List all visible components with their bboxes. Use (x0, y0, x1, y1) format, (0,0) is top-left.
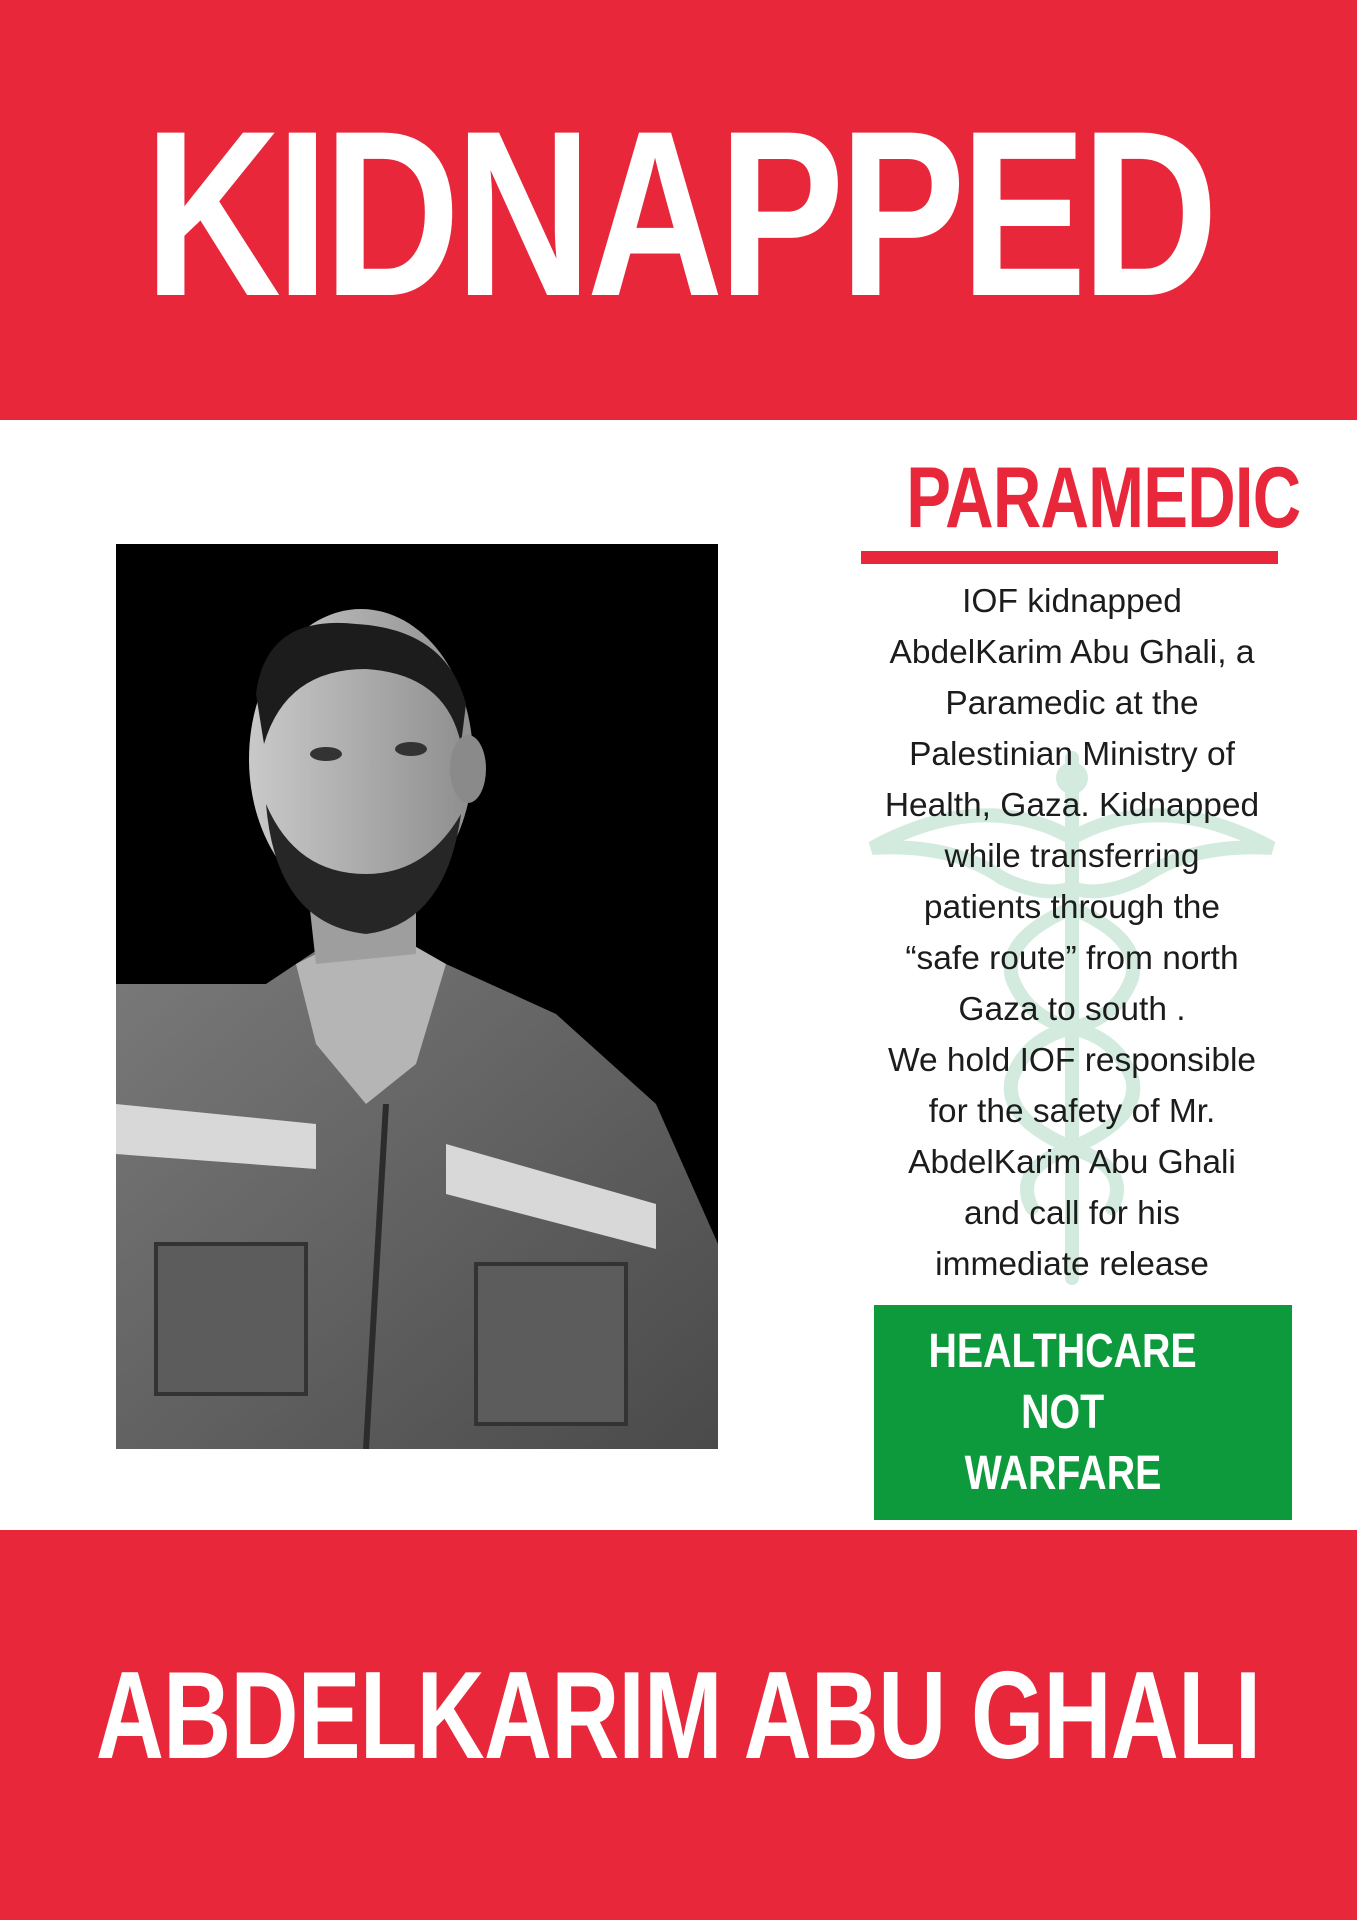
statement-text (846, 576, 1298, 1290)
statement-line: Health, Gaza. Kidnapped (884, 787, 1260, 824)
role-title: PARAMEDIC (906, 450, 1301, 546)
slogan-line-1: HEALTHCARE (928, 1325, 1198, 1378)
statement-line: while transferring (944, 838, 1200, 875)
statement-line: immediate release (935, 1246, 1209, 1283)
slogan-line-2: NOT (1021, 1386, 1105, 1439)
statement-line: We hold IOF responsible (887, 1042, 1257, 1079)
header-band (0, 0, 1357, 420)
statement-line: and call for his (964, 1195, 1180, 1232)
statement-line: IOF kidnapped (962, 583, 1182, 620)
slogan-line-3: WARFARE (964, 1447, 1162, 1500)
statement-line: Paramedic at the (945, 685, 1199, 722)
person-name: ABDELKARIM ABU GHALI (96, 1647, 1261, 1785)
statement-line: Palestinian Ministry of (909, 736, 1235, 773)
headline: KIDNAPPED (144, 82, 1213, 346)
statement-line: “safe route” from north (905, 940, 1239, 977)
statement-line: patients through the (923, 889, 1221, 926)
footer-band (0, 1530, 1357, 1920)
statement-line: Gaza to south . (958, 991, 1186, 1028)
slogan-badge (874, 1305, 1292, 1520)
statement-line: AbdelKarim Abu Ghali (908, 1144, 1236, 1181)
role-divider (861, 551, 1278, 564)
portrait-image (116, 544, 718, 1449)
statement-line: AbdelKarim Abu Ghali, a (889, 634, 1255, 671)
portrait-photo (116, 544, 718, 1449)
statement-line: for the safety of Mr. (928, 1093, 1216, 1130)
